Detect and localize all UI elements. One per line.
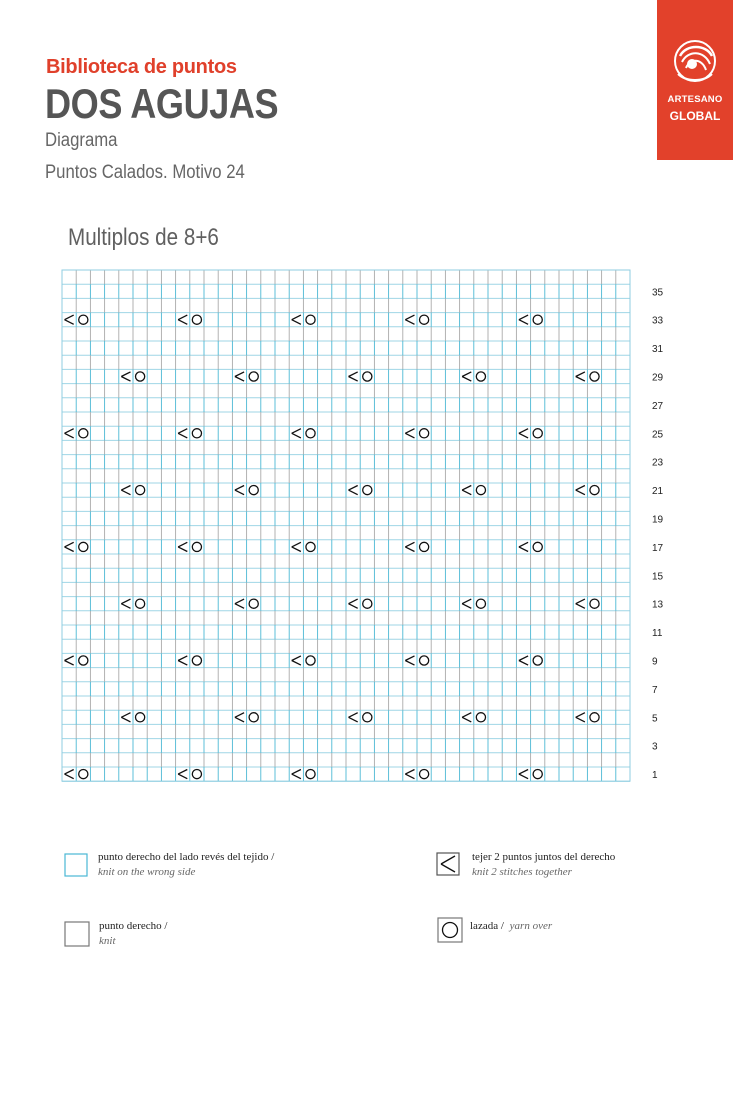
- row-number-label: 15: [652, 571, 664, 583]
- row-number-label: 1: [652, 770, 658, 782]
- row-number-label: 35: [652, 287, 664, 299]
- row-number-label: 21: [652, 486, 664, 498]
- brand-line2: GLOBAL: [669, 109, 721, 123]
- legend-translation: yarn over: [509, 920, 553, 932]
- legend-item-knit: [99, 920, 167, 947]
- legend-translation: knit: [99, 935, 116, 947]
- type-label: Diagrama: [45, 130, 118, 151]
- row-number-label: 3: [652, 741, 658, 753]
- legend-translation: knit on the wrong side: [98, 866, 196, 878]
- pattern-name: Puntos Calados. Motivo 24: [45, 162, 245, 183]
- brand-line1: ARTESANO: [667, 94, 723, 105]
- row-number-label: 7: [652, 684, 658, 696]
- row-number-label: 23: [652, 457, 664, 469]
- yarn-over-swatch-icon: [437, 917, 463, 943]
- legend-translation: knit 2 stitches together: [472, 866, 572, 878]
- row-number-label: 13: [652, 599, 664, 611]
- legend-label: lazada /: [470, 920, 504, 932]
- k2tog-swatch-icon: [436, 852, 460, 876]
- row-number-label: 19: [652, 514, 664, 526]
- row-number-label: 5: [652, 713, 658, 725]
- row-number-label: 9: [652, 656, 658, 668]
- library-title: Biblioteca de puntos: [46, 56, 237, 78]
- legend-label: punto derecho /: [99, 920, 168, 932]
- chart-title: Multiplos de 8+6: [68, 224, 219, 251]
- legend-label: punto derecho del lado revés del tejido /: [98, 851, 275, 863]
- category-title: DOS AGUJAS: [45, 80, 279, 127]
- legend-label: tejer 2 puntos juntos del derecho: [472, 851, 616, 863]
- knit-swatch-icon: [64, 921, 90, 947]
- legend-item-yarn-over: [470, 920, 552, 932]
- wrong-side-knit-swatch-icon: [64, 853, 88, 877]
- row-number-label: 17: [652, 542, 664, 554]
- row-number-label: 33: [652, 315, 664, 327]
- row-number-label: 29: [652, 372, 664, 384]
- row-number-label: 11: [652, 628, 663, 640]
- row-number-label: 27: [652, 400, 664, 412]
- legend-item-wrong-side: [98, 851, 274, 878]
- row-number-label: 31: [652, 344, 664, 356]
- row-number-label: 25: [652, 429, 664, 441]
- legend-item-k2tog: [472, 851, 615, 878]
